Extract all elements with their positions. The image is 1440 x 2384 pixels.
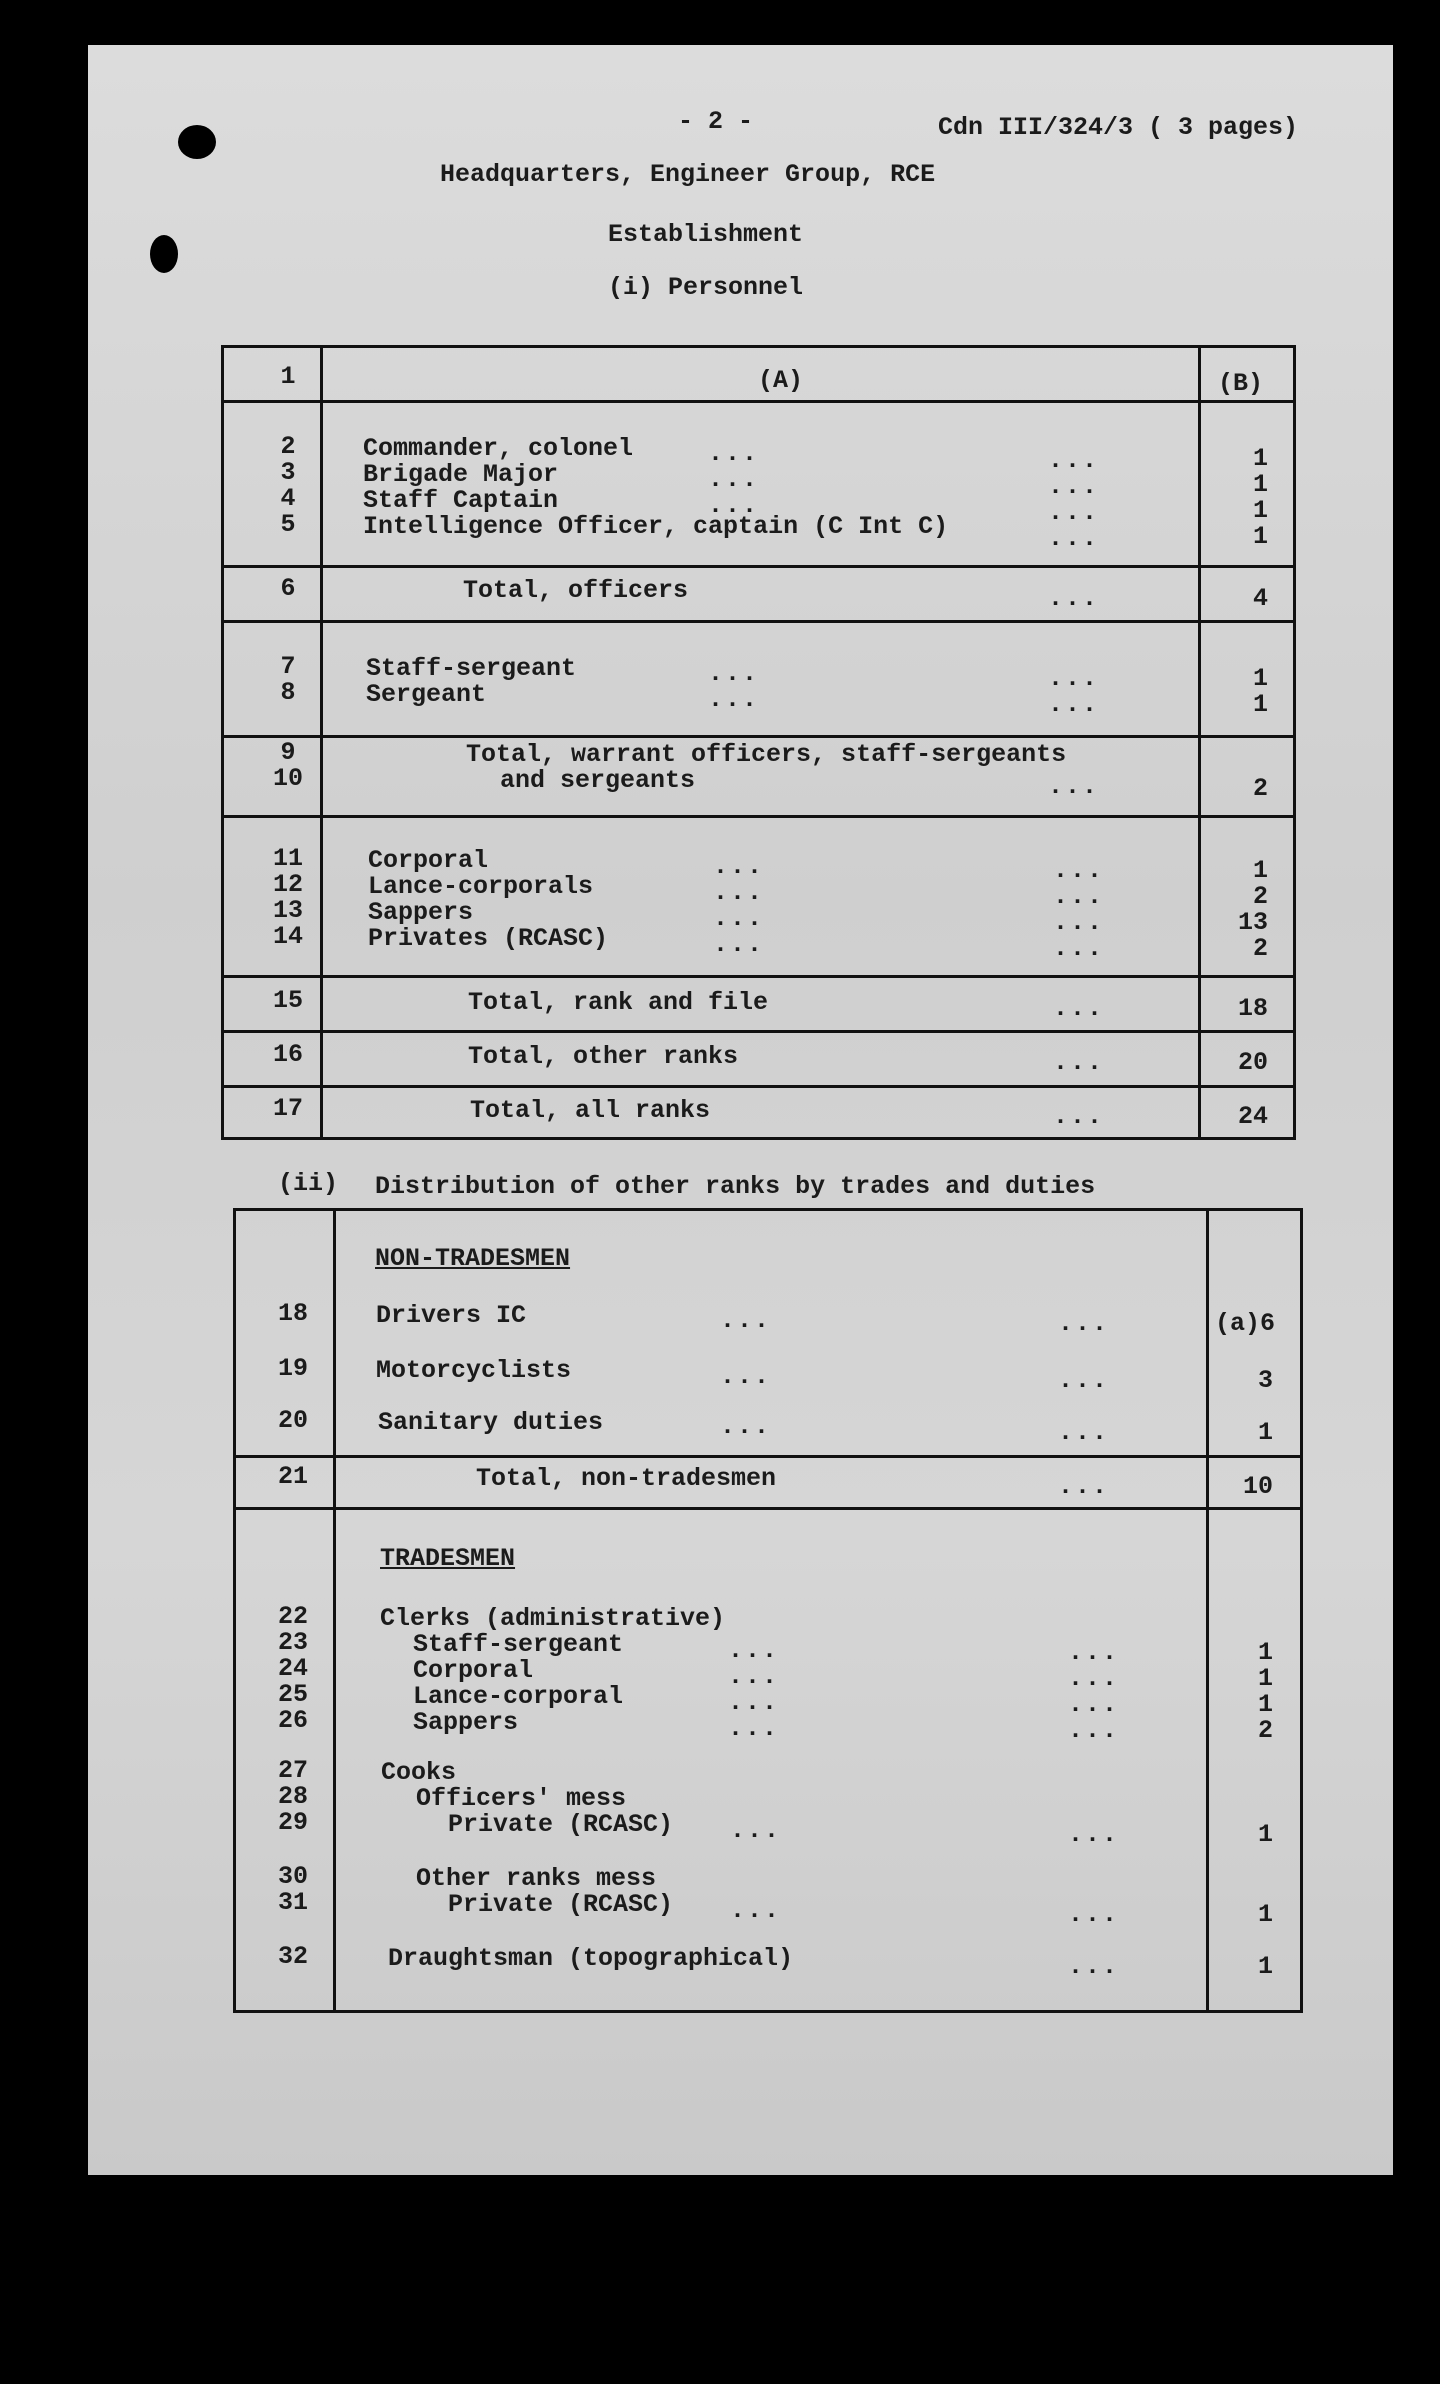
total-label: Total, non-tradesmen: [476, 1464, 777, 1493]
row-label: Other ranks mess: [416, 1864, 657, 1893]
row-label: Corporal: [368, 846, 489, 875]
row-value: 1: [1257, 1664, 1273, 1693]
row-number: 2: [280, 432, 296, 461]
row-label: Cooks: [381, 1758, 457, 1787]
row-number: 8: [280, 678, 296, 707]
row-label: Brigade Major: [363, 460, 559, 489]
non-tradesmen-heading: NON-TRADESMEN: [375, 1244, 571, 1273]
row-label: Sappers: [368, 898, 474, 927]
leader-dots: ...: [1058, 1472, 1110, 1501]
col-header-1: 1: [280, 362, 296, 391]
table1-rule: [221, 620, 1296, 623]
leader-dots: ...: [1053, 882, 1105, 911]
row-number: 12: [272, 870, 303, 899]
leader-dots: ...: [1053, 934, 1105, 963]
row-number: 13: [272, 896, 303, 925]
section-ii-number: (ii): [278, 1169, 339, 1198]
row-label: Draughtsman (topographical): [388, 1944, 794, 1973]
row-label: Corporal: [413, 1656, 534, 1685]
total-value: 24: [1237, 1102, 1268, 1131]
row-value: 1: [1257, 1952, 1273, 1981]
row-number: 23: [277, 1628, 308, 1657]
table1-rule: [221, 975, 1296, 978]
row-label: Sappers: [413, 1708, 519, 1737]
table1-rule: [221, 1030, 1296, 1033]
leader-dots: ...: [728, 1636, 780, 1665]
row-value: 1: [1252, 444, 1268, 473]
row-number: 17: [272, 1094, 303, 1123]
row-value: 2: [1252, 934, 1268, 963]
leader-dots: ...: [720, 1362, 772, 1391]
total-value: 10: [1242, 1472, 1273, 1501]
leader-dots: ...: [1048, 446, 1100, 475]
row-value: 3: [1257, 1366, 1273, 1395]
leader-dots: ...: [730, 1816, 782, 1845]
leader-dots: ...: [720, 1412, 772, 1441]
row-value: 1: [1252, 496, 1268, 525]
table1-rule: [221, 815, 1296, 818]
row-value: 1: [1252, 664, 1268, 693]
row-number: 14: [272, 922, 303, 951]
row-number: 3: [280, 458, 296, 487]
leader-dots: ...: [708, 439, 760, 468]
row-value: 1: [1252, 522, 1268, 551]
row-number: 22: [277, 1602, 308, 1631]
total-value: 18: [1237, 994, 1268, 1023]
total-value: 4: [1252, 584, 1268, 613]
leader-dots: ...: [1053, 1048, 1105, 1077]
table1-rule: [221, 400, 1296, 403]
leader-dots: ...: [708, 659, 760, 688]
section-i-title: (i) Personnel: [608, 273, 804, 302]
reference-number: Cdn III/324/3 ( 3 pages): [938, 113, 1299, 142]
leader-dots: ...: [1068, 1900, 1120, 1929]
row-number: 4: [280, 484, 296, 513]
leader-dots: ...: [1048, 772, 1100, 801]
leader-dots: ...: [1048, 472, 1100, 501]
row-number: 31: [277, 1888, 308, 1917]
row-label: Lance-corporal: [413, 1682, 624, 1711]
row-value: 1: [1257, 1690, 1273, 1719]
row-label: Officers' mess: [416, 1784, 627, 1813]
row-number: 5: [280, 510, 296, 539]
leader-dots: ...: [1058, 1418, 1110, 1447]
row-number: 20: [277, 1406, 308, 1435]
total-label: Total, other ranks: [468, 1042, 739, 1071]
leader-dots: ...: [708, 465, 760, 494]
row-number: 26: [277, 1706, 308, 1735]
leader-dots: ...: [1053, 856, 1105, 885]
tradesmen-heading: TRADESMEN: [380, 1544, 516, 1573]
row-value: 1: [1252, 470, 1268, 499]
leader-dots: ...: [730, 1896, 782, 1925]
row-value: 1: [1257, 1418, 1273, 1447]
row-number: 25: [277, 1680, 308, 1709]
row-value: 1: [1252, 856, 1268, 885]
row-number: 32: [277, 1942, 308, 1971]
table2-divider-left: [333, 1208, 336, 2013]
leader-dots: ...: [1058, 1366, 1110, 1395]
row-label: Privates (RCASC): [368, 924, 609, 953]
table1-rule: [221, 735, 1296, 738]
row-value: 1: [1257, 1900, 1273, 1929]
row-value: 1: [1257, 1638, 1273, 1667]
leader-dots: ...: [1068, 1690, 1120, 1719]
table2-rule: [233, 1507, 1303, 1510]
total-label: Total, officers: [463, 576, 689, 605]
row-label: Staff-sergeant: [366, 654, 577, 683]
row-value: 13: [1237, 908, 1268, 937]
leader-dots: ...: [1068, 1952, 1120, 1981]
leader-dots: ...: [1048, 498, 1100, 527]
total-label-continued: and sergeants: [500, 766, 696, 795]
leader-dots: ...: [708, 685, 760, 714]
row-number: 28: [277, 1782, 308, 1811]
row-label: Staff-sergeant: [413, 1630, 624, 1659]
row-label: Sergeant: [366, 680, 487, 709]
row-label: Sanitary duties: [378, 1408, 604, 1437]
leader-dots: ...: [1068, 1638, 1120, 1667]
leader-dots: ...: [708, 491, 760, 520]
leader-dots: ...: [1053, 1102, 1105, 1131]
leader-dots: ...: [728, 1714, 780, 1743]
row-number: 18: [277, 1299, 308, 1328]
row-number: 9: [280, 738, 296, 767]
col-header-b: (B): [1218, 369, 1264, 398]
leader-dots: ...: [1053, 908, 1105, 937]
leader-dots: ...: [1058, 1309, 1110, 1338]
document-subheading: Establishment: [608, 220, 804, 249]
row-value: 2: [1252, 882, 1268, 911]
row-number: 21: [277, 1462, 308, 1491]
total-value: 20: [1237, 1048, 1268, 1077]
leader-dots: ...: [1048, 584, 1100, 613]
row-label: Commander, colonel: [363, 434, 634, 463]
row-value: 1: [1252, 690, 1268, 719]
row-number: 11: [272, 844, 303, 873]
leader-dots: ...: [713, 852, 765, 881]
leader-dots: ...: [713, 878, 765, 907]
row-number: 7: [280, 652, 296, 681]
row-number: 15: [272, 986, 303, 1015]
table2-rule: [233, 1455, 1303, 1458]
table2-divider-right: [1206, 1208, 1209, 2013]
table1-divider-left: [320, 345, 323, 1140]
leader-dots: ...: [728, 1662, 780, 1691]
leader-dots: ...: [1068, 1820, 1120, 1849]
row-label: Clerks (administrative): [380, 1604, 726, 1633]
punch-hole-top: [178, 125, 216, 159]
row-number: 19: [277, 1354, 308, 1383]
row-number: 6: [280, 574, 296, 603]
row-label: Drivers IC: [376, 1301, 527, 1330]
row-number: 16: [272, 1040, 303, 1069]
punch-hole-bottom: [150, 235, 178, 273]
total-value: 2: [1252, 774, 1268, 803]
document-heading: Headquarters, Engineer Group, RCE: [440, 160, 936, 189]
total-label: Total, all ranks: [470, 1096, 711, 1125]
row-number: 27: [277, 1756, 308, 1785]
leader-dots: ...: [1048, 664, 1100, 693]
row-label: Lance-corporals: [368, 872, 594, 901]
row-label: Intelligence Officer, captain (C Int C): [363, 512, 949, 541]
table1-rule: [221, 565, 1296, 568]
leader-dots: ...: [1068, 1664, 1120, 1693]
row-number: 24: [277, 1654, 308, 1683]
leader-dots: ...: [1068, 1716, 1120, 1745]
row-value: 1: [1257, 1820, 1273, 1849]
leader-dots: ...: [1048, 524, 1100, 553]
document-page: [88, 45, 1393, 2175]
row-value: (a)6: [1215, 1309, 1276, 1338]
row-label: Staff Captain: [363, 486, 559, 515]
table1-rule: [221, 1085, 1296, 1088]
total-label: Total, rank and file: [468, 988, 769, 1017]
leader-dots: ...: [720, 1306, 772, 1335]
row-label: Private (RCASC): [448, 1890, 674, 1919]
leader-dots: ...: [713, 904, 765, 933]
leader-dots: ...: [1048, 690, 1100, 719]
leader-dots: ...: [713, 930, 765, 959]
row-number: 10: [272, 764, 303, 793]
row-value: 2: [1257, 1716, 1273, 1745]
leader-dots: ...: [1053, 994, 1105, 1023]
table1-divider-right: [1198, 345, 1201, 1140]
row-label: Private (RCASC): [448, 1810, 674, 1839]
leader-dots: ...: [728, 1688, 780, 1717]
row-label: Motorcyclists: [376, 1356, 572, 1385]
col-header-a: (A): [758, 366, 804, 395]
total-label: Total, warrant officers, staff-sergeants: [466, 740, 1067, 769]
row-number: 30: [277, 1862, 308, 1891]
page-number: - 2 -: [678, 107, 754, 136]
section-ii-title: Distribution of other ranks by trades and duties: [375, 1172, 1096, 1201]
row-number: 29: [277, 1808, 308, 1837]
